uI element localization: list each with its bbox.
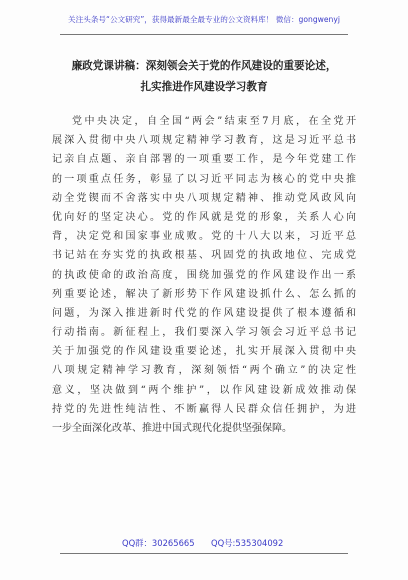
body-line: 问题，为深入推进新时代党的作风建设提供了根本遵循和 [52, 307, 356, 319]
body-line: 党中央决定，自全国“两会”结束至7月底，在全党开 [72, 116, 356, 127]
body-line: 记亲自点题、亲自部署的一项重要工作，是今年党建工作 [52, 154, 356, 166]
document-title-line-1: 廉政党课讲稿：深刻领会关于党的作风建设的重要论述， [71, 60, 337, 72]
body-line: 行动指南。新征程上，我们要深入学习领会习近平总书记 [52, 327, 356, 339]
body-line: 背，决定党和国家事业成败。党的十八大以来，习近平总 [52, 231, 356, 243]
body-line: 八项规定精神学习教育，深刻领悟“两个确立”的决定性 [52, 365, 356, 377]
header-note: 关注头条号“公文研究”，获得最新最全最专业的公文资料库！ 微信：gongwenyj [68, 15, 340, 24]
footer-qq-number: QQ号:535304092 [211, 538, 284, 548]
body-line: 持党的先进性纯洁性、不断赢得人民群众信任拥护，为进 [52, 403, 356, 415]
document-title-line-2: 扎实推进作风建设学习教育 [140, 81, 268, 93]
body-line: 的一项重点任务，彰显了以习近平同志为核心的党中央推 [52, 173, 356, 185]
header-divider [60, 34, 348, 35]
body-line: 一步全面深化改革、推进中国式现代化提供坚强保障。 [52, 423, 292, 434]
footer-divider [60, 553, 348, 554]
body-line: 展深入贯彻中央八项规定精神学习教育，这是习近平总书 [52, 135, 356, 147]
body-line: 优向好的坚定决心。党的作风就是党的形象，关系人心向 [52, 211, 356, 223]
body-line: 的执政使命的政治高度，围绕加强党的作风建设作出一系 [52, 269, 356, 281]
footer-qq-group: QQ群：30265665 [122, 538, 195, 548]
body-line: 动全党锲而不舍落实中央八项规定精神、推动党风政风向 [52, 192, 356, 204]
body-line: 关于加强党的作风建设重要论述，扎实开展深入贯彻中央 [52, 346, 356, 358]
body-line: 书记站在夯实党的执政根基、巩固党的执政地位、完成党 [52, 250, 356, 262]
body-paragraph [52, 112, 356, 438]
body-line: 列重要论述，解决了新形势下作风建设抓什么、怎么抓的 [52, 288, 356, 300]
footer [0, 537, 408, 551]
body-line: 意义，坚决做到“两个维护”，以作风建设新成效推动保 [52, 384, 356, 396]
